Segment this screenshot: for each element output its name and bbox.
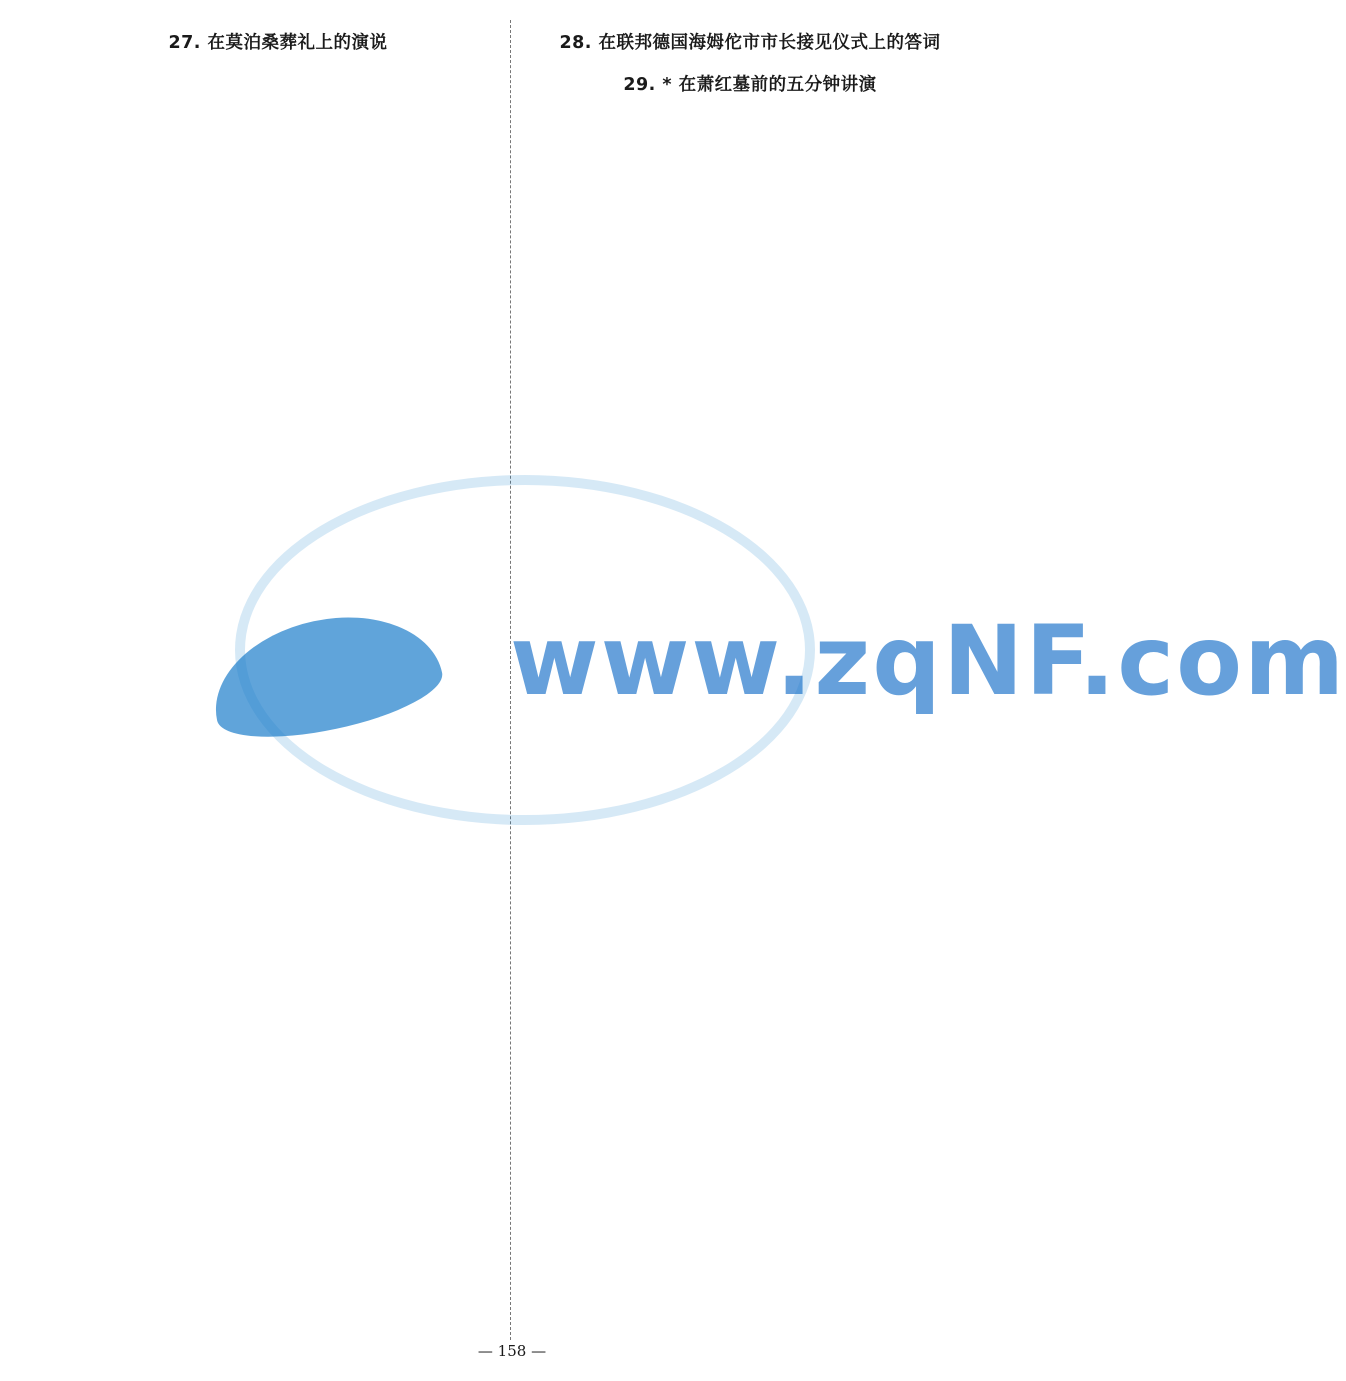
column-divider [510,20,511,1340]
right-column [524,18,976,108]
section-27-title: 27. 在莫泊桑葬礼上的演说 [168,33,388,53]
page-number: — 158 — [477,1342,547,1360]
section-28-title: 28. 在联邦德国海姆佗市市长接见仪式上的答词 [559,33,941,53]
section-29-title: 29. * 在萧红墓前的五分钟讲演 [623,74,877,95]
left-column [58,18,498,66]
watermark-logo-swoosh [201,597,449,752]
watermark-url: www.zqNF.com [510,605,1346,717]
watermark-logo-ring [235,475,815,825]
